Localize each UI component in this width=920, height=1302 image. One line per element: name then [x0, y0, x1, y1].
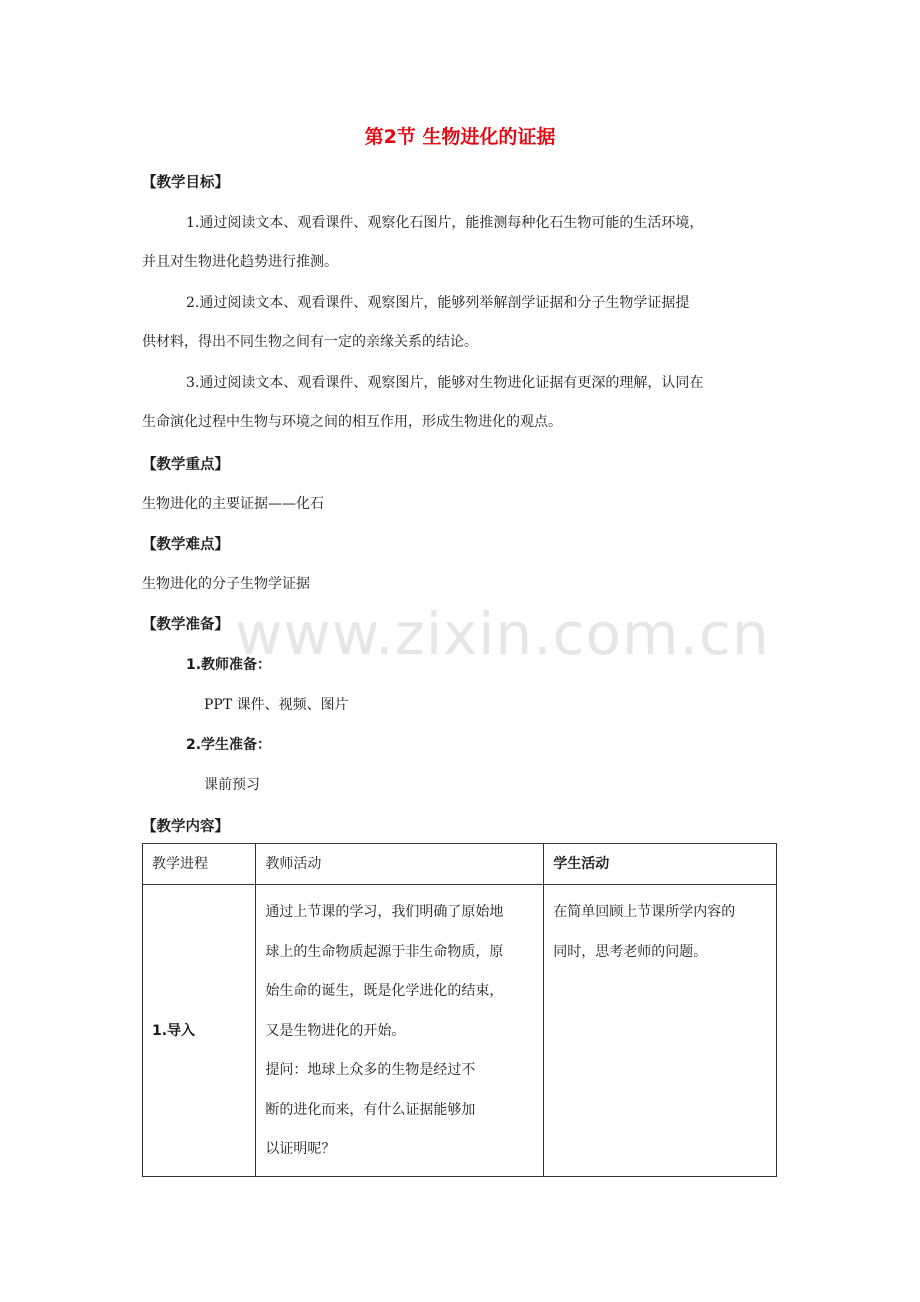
- key-point-heading: 【教学重点】: [142, 457, 229, 473]
- table-row: [143, 885, 777, 1177]
- objective-3-line-1: 3.通过阅读文本、观看课件、观察图片，能够对生物进化证据有更深的理解，认同在: [186, 375, 704, 391]
- student-activity-line: 同时，思考老师的问题。: [553, 943, 708, 960]
- student-activity-cell: [544, 885, 777, 1177]
- teacher-preparation-label: 1.教师准备：: [186, 657, 272, 673]
- teacher-activity-line: 以证明呢？: [265, 1141, 336, 1157]
- teacher-activity-cell: [256, 885, 544, 1177]
- page-title: 第2节 生物进化的证据: [364, 126, 556, 148]
- preparation-heading: 【教学准备】: [142, 617, 229, 633]
- teacher-activity-line: 断的进化而来，有什么证据能够加: [265, 1101, 476, 1118]
- column-header-student-activity: 学生活动: [544, 844, 777, 885]
- content-heading: 【教学内容】: [142, 819, 229, 835]
- stage-cell: 1.导入: [143, 885, 256, 1177]
- objective-3-line-2: 生命演化过程中生物与环境之间的相互作用，形成生物进化的观点。: [142, 414, 562, 430]
- teaching-content-table: [142, 843, 777, 1177]
- key-point-text: 生物进化的主要证据——化石: [142, 496, 324, 512]
- teacher-activity-line: 提问：地球上众多的生物是经过不: [265, 1062, 476, 1078]
- teacher-activity-line: 又是生物进化的开始。: [265, 1022, 406, 1039]
- objective-1-line-2: 并且对生物进化趋势进行推测。: [142, 254, 338, 270]
- objective-2-line-2: 供材料，得出不同生物之间有一定的亲缘关系的结论。: [142, 334, 478, 350]
- student-activity-line: 在简单回顾上节课所学内容的: [553, 904, 736, 920]
- objective-1-line-1: 1.通过阅读文本、观看课件、观察化石图片，能推测每种化石生物可能的生活环境，: [186, 215, 704, 231]
- column-header-teacher-activity: 教师活动: [256, 844, 544, 885]
- watermark: www.zixin.com.cn: [235, 600, 770, 668]
- objective-2-line-1: 2.通过阅读文本、观看课件、观察图片，能够列举解剖学证据和分子生物学证据提: [186, 295, 690, 311]
- teacher-activity-line: 始生命的诞生，既是化学进化的结束，: [265, 983, 504, 999]
- difficulty-heading: 【教学难点】: [142, 537, 229, 553]
- column-header-stage: 教学进程: [143, 844, 256, 885]
- objectives-heading: 【教学目标】: [142, 175, 229, 191]
- student-preparation-text: 课前预习: [204, 777, 260, 793]
- table-header-row: [143, 844, 777, 885]
- teacher-preparation-text: PPT 课件、视频、图片: [204, 697, 349, 713]
- teacher-activity-line: 球上的生命物质起源于非生命物质，原: [265, 943, 504, 960]
- difficulty-text: 生物进化的分子生物学证据: [142, 576, 310, 592]
- student-preparation-label: 2.学生准备：: [186, 737, 272, 753]
- teacher-activity-line: 通过上节课的学习，我们明确了原始地: [265, 904, 504, 920]
